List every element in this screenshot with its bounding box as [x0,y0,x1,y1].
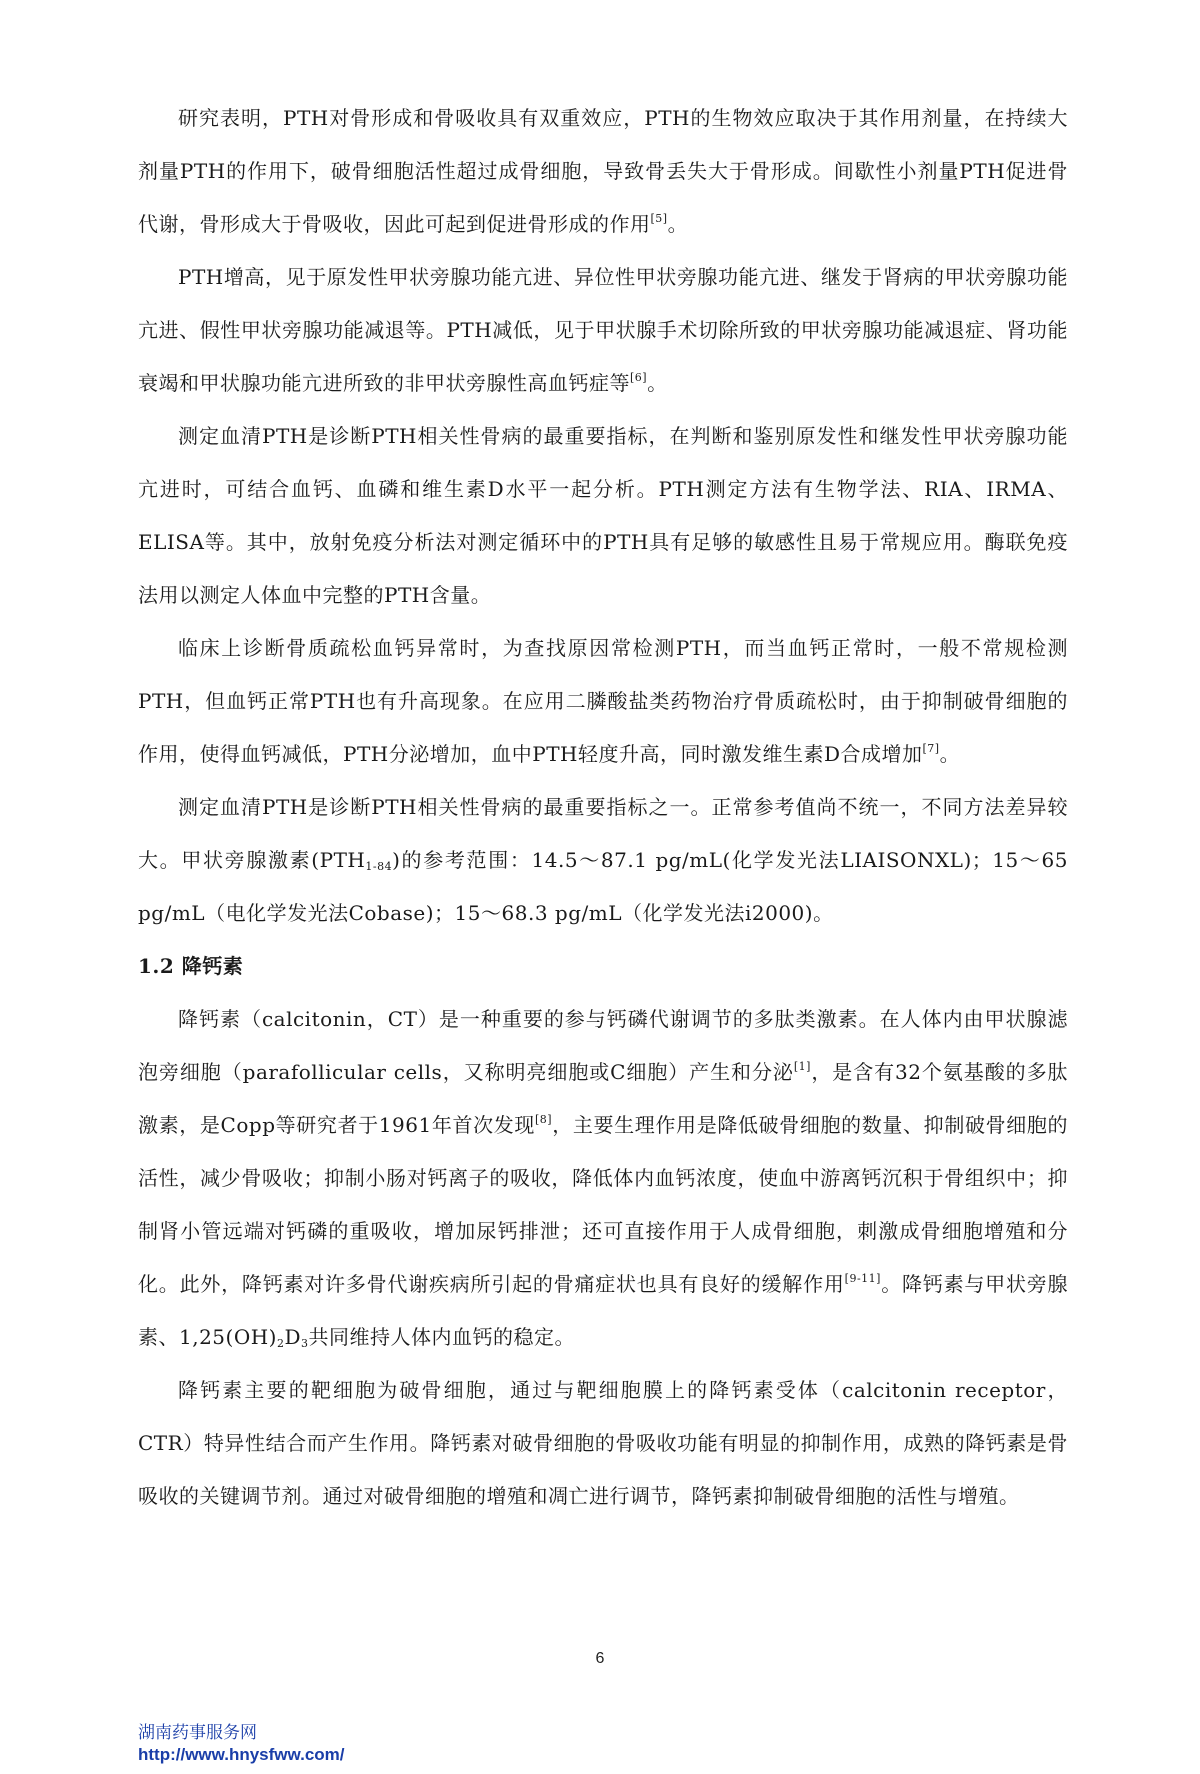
paragraph-pth-dual-effect: 研究表明，PTH对骨形成和骨吸收具有双重效应，PTH的生物效应取决于其作用剂量，在持续大剂量PTH的作用下，破骨细胞活性超过成骨细胞，导致骨丢失大于骨形成。间歇性小剂量PTH促进骨代谢，骨形成大于骨吸收，因此可起到促进骨形成的作用[5]。 [138,106,1068,236]
footer-url-link[interactable]: http://www.hnysfww.com/ [138,1745,345,1764]
paragraph-clinical-diagnosis: 临床上诊断骨质疏松血钙异常时，为查找原因常检测PTH，而当血钙正常时，一般不常规检测PTH，但血钙正常PTH也有升高现象。在应用二膦酸盐类药物治疗骨质疏松时，由于抑制破骨细胞的作用，使得血钙减低，PTH分泌增加，血中PTH轻度升高，同时激发维生素D合成增加[7]。 [138,636,1068,766]
citation-1: [1] [793,1060,811,1073]
paragraph-pth-increase: PTH增高，见于原发性甲状旁腺功能亢进、异位性甲状旁腺功能亢进、继发于肾病的甲状旁腺功能亢进、假性甲状旁腺功能减退等。PTH减低，见于甲状腺手术切除所致的甲状旁腺功能减退症、肾功能衰竭和甲状腺功能亢进所致的非甲状旁腺性高血钙症等[6]。 [138,265,1068,395]
paragraph-reference-range: 测定血清PTH是诊断PTH相关性骨病的最重要指标之一。正常参考值尚不统一，不同方法差异较大。甲状旁腺激素$(PTH_{1-84})$的参考范围：14.5～87.1 pg/mL(化学发光法LIAISONXL)；15～65 pg/mL（电化学发光法Cobase)；15～68.3 pg/mL（化学发光法i2000)。 [138,795,1068,925]
paragraph-calcitonin-intro: 降钙素（calcitonin，CT）是一种重要的参与钙磷代谢调节的多肽类激素。在人体内由甲状腺滤泡旁细胞（parafollicular cells，又称明亮细胞或C细胞）产生和分泌[1]，是含有32个氨基酸的多肽激素，是Copp等研究者于1961年首次发现[8]，主要生理作用是降低破骨细胞的数量、抑制破骨细胞的活性，减少骨吸收；抑制小肠对钙离子的吸收，降低体内血钙浓度，使血中游离钙沉积于骨组织中；抑制肾小管远端对钙磷的重吸收，增加尿钙排泄；还可直接作用于人成骨细胞，刺激成骨细胞增殖和分化。此外，降钙素对许多骨代谢疾病所引起的骨痛症状也具有良好的缓解作用[9-11]。降钙素与甲状旁腺素、$1,25(OH)_2D_3$共同维持人体内血钙的稳定。 [138,1007,1069,1350]
paragraph-pth-measurement: 测定血清PTH是诊断PTH相关性骨病的最重要指标，在判断和鉴别原发性和继发性甲状旁腺功能亢进时，可结合血钙、血磷和维生素D水平一起分析。PTH测定方法有生物学法、RIA、IRMA、ELISA等。其中，放射免疫分析法对测定循环中的PTH具有足够的敏感性且易于常规应用。酶联免疫法用以测定人体血中完整的PTH含量。 [138,424,1068,607]
citation-6: [6] [630,371,648,384]
citation-8: [8] [535,1113,553,1126]
footer-site-name: 湖南药事服务网 [138,1723,257,1743]
paragraph-calcitonin-target: 降钙素主要的靶细胞为破骨细胞，通过与靶细胞膜上的降钙素受体（calcitonin receptor，CTR）特异性结合而产生作用。降钙素对破骨细胞的骨吸收功能有明显的抑制作用，成熟的降钙素是骨吸收的关键调节剂。通过对破骨细胞的增殖和凋亡进行调节，降钙素抑制破骨细胞的活性与增殖。 [138,1378,1068,1508]
citation-9-11: [9-11] [844,1272,881,1285]
page-number: 6 [595,1650,605,1667]
citation-5: [5] [650,212,668,225]
section-heading-calcitonin: 1.2 降钙素 [138,954,244,978]
document-body [138,92,1068,1523]
footer [138,1722,345,1766]
citation-7: [7] [922,742,940,755]
